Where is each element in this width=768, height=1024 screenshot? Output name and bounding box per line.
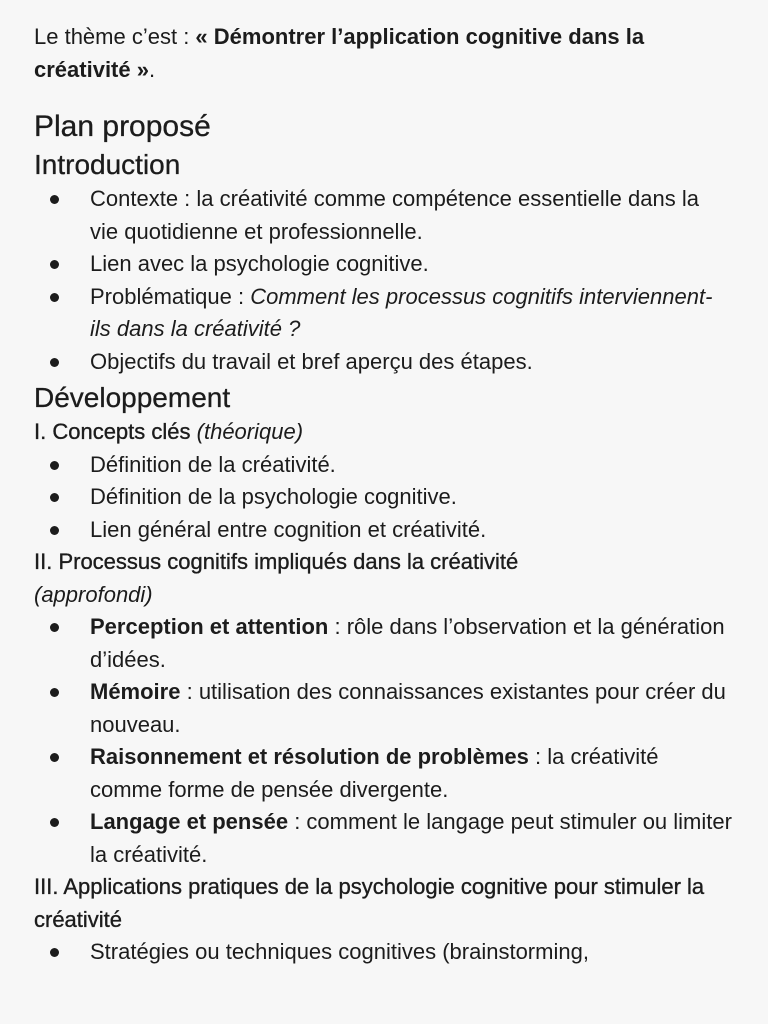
list-item: Lien général entre cognition et créativité. — [34, 514, 732, 547]
bullet-icon — [50, 753, 59, 762]
list-item: Objectifs du travail et bref aperçu des étapes. — [34, 346, 732, 379]
section-2-list — [34, 611, 732, 871]
list-item: Stratégies ou techniques cognitives (brainstorming, — [34, 936, 732, 969]
bullet-icon — [50, 948, 59, 957]
bullet-icon — [50, 461, 59, 470]
introduction-heading: Introduction — [34, 149, 181, 180]
bullet-icon — [50, 358, 59, 367]
list-item: Lien avec la psychologie cognitive. — [34, 248, 732, 281]
bullet-icon — [50, 818, 59, 827]
theme-title: « Démontrer l’application cognitive dans la créativité » — [34, 24, 645, 82]
introduction-list — [34, 183, 732, 378]
section-3-list — [34, 936, 732, 969]
bullet-icon — [50, 623, 59, 632]
list-item: Mémoire : utilisation des connaissances existantes pour créer du nouveau. — [34, 676, 732, 741]
list-item: Définition de la créativité. — [34, 449, 732, 482]
section-1-heading: I. Concepts clés (théorique) — [34, 419, 304, 444]
list-item: Problématique : Comment les processus cognitifs interviennent-ils dans la créativité ? — [34, 281, 732, 346]
bullet-icon — [50, 526, 59, 535]
bullet-icon — [50, 688, 59, 697]
theme-statement — [34, 20, 732, 86]
section-2-heading: II. Processus cognitifs impliqués dans la créativité (approfondi) — [34, 549, 519, 607]
list-item: Perception et attention : rôle dans l’observation et la génération d’idées. — [34, 611, 732, 676]
section-3-heading: III. Applications pratiques de la psychologie cognitive pour stimuler la créativité — [34, 874, 705, 932]
list-item: Raisonnement et résolution de problèmes : la créativité comme forme de pensée divergente. — [34, 741, 732, 806]
bullet-icon — [50, 195, 59, 204]
list-item: Contexte : la créativité comme compétence essentielle dans la vie quotidienne et professionnelle. — [34, 183, 732, 248]
list-item: Définition de la psychologie cognitive. — [34, 481, 732, 514]
section-1-list — [34, 449, 732, 547]
plan-title: Plan proposé — [34, 110, 211, 143]
bullet-icon — [50, 493, 59, 502]
bullet-icon — [50, 260, 59, 269]
theme-suffix: . — [148, 57, 156, 82]
developpement-heading: Développement — [34, 382, 231, 413]
theme-prefix: Le thème c’est : — [34, 24, 196, 49]
list-item: Langage et pensée : comment le langage peut stimuler ou limiter la créativité. — [34, 806, 732, 871]
problematique-question: Comment les processus cognitifs interviennent-ils dans la créativité ? — [90, 283, 713, 341]
bullet-icon — [50, 293, 59, 302]
